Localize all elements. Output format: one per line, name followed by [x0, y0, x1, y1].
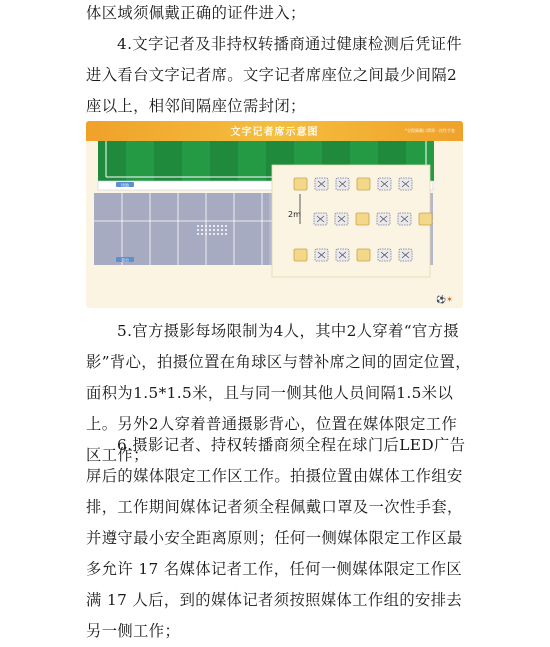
seat-dot	[221, 229, 223, 231]
distance-label: 2m	[288, 210, 301, 219]
closed-seat	[399, 178, 412, 190]
seat-dot	[213, 233, 215, 235]
paragraph-item-5: 5.官方摄影每场限制为4人，其中2人穿着“官方摄影”背心，拍摄位置在角球区与替补席之间的固定位置，面积为1.5*1.5米，且与同一侧其他人员间隔1.5米以上。另外2人穿着普通摄影背心，位置在媒体限定工作区工作；	[86, 322, 471, 464]
press-seating-diagram	[86, 121, 463, 308]
seat-dot	[197, 229, 199, 231]
seat-dot	[201, 225, 203, 227]
event-logo: ⚽✶	[436, 295, 453, 304]
open-seat	[356, 213, 369, 225]
seat-dot	[201, 233, 203, 235]
closed-seat	[315, 249, 328, 261]
open-seat	[419, 213, 432, 225]
open-seat	[294, 178, 307, 190]
seat-dot	[209, 233, 211, 235]
open-seat	[294, 249, 307, 261]
paragraph-item-6: 6.摄影记者、持权转播商须全程在球门后LED广告屏后的媒体限定工作区工作。拍摄位置由媒体工作组安排，工作期间媒体记者须全程佩戴口罩及一次性手套，并遵守最小安全距离原则；任何一侧媒体限定工作区最多允许 17 名媒体记者工作，任何一侧媒体限定工作区满 17 人后，到的媒体记者须按照媒体工作组的安排去另一侧工作；	[86, 436, 466, 640]
closed-seat	[335, 213, 348, 225]
seat-dot	[197, 225, 199, 227]
seat-dot	[205, 233, 207, 235]
seat-dot	[197, 233, 199, 235]
diagram-illustration	[86, 141, 463, 308]
closed-seat	[377, 213, 390, 225]
seat-dot	[205, 229, 207, 231]
closed-seat	[336, 249, 349, 261]
stand-left	[94, 193, 269, 265]
diagram-note: *全程佩戴口罩需一次性手套	[405, 128, 455, 133]
pitch-stripe	[238, 141, 266, 181]
seat-dot	[221, 233, 223, 235]
closed-seat	[336, 178, 349, 190]
seat-dot	[209, 229, 211, 231]
closed-seat	[378, 178, 391, 190]
field-label: 场地	[121, 182, 129, 188]
seat-dot	[217, 233, 219, 235]
stand-label: 看台	[121, 257, 129, 263]
closed-seat	[378, 249, 391, 261]
closed-seat	[398, 213, 411, 225]
seat-dot	[225, 233, 227, 235]
seat-dot	[201, 229, 203, 231]
seat-dot	[213, 229, 215, 231]
seat-dot	[225, 229, 227, 231]
seat-dot	[213, 225, 215, 227]
seat-dot	[205, 225, 207, 227]
paragraph-item-4: 4.文字记者及非持权转播商通过健康检测后凭证件进入看台文字记者席。文字记者席座位之间最少间隔2座以上，相邻间隔座位需封闭；	[86, 35, 463, 115]
open-seat	[357, 178, 370, 190]
seat-dot	[225, 225, 227, 227]
seat-dot	[217, 225, 219, 227]
closed-seat	[399, 249, 412, 261]
seat-dot	[209, 225, 211, 227]
pitch-stripe	[182, 141, 210, 181]
paragraph-continuation: 体区域须佩戴正确的证件进入；	[86, 4, 306, 22]
open-seat	[357, 249, 370, 261]
pitch-stripe	[126, 141, 154, 181]
seat-dot	[217, 229, 219, 231]
closed-seat	[315, 178, 328, 190]
diagram-title: 文字记者席示意图	[230, 127, 319, 138]
closed-seat	[314, 213, 327, 225]
seat-dot	[221, 225, 223, 227]
